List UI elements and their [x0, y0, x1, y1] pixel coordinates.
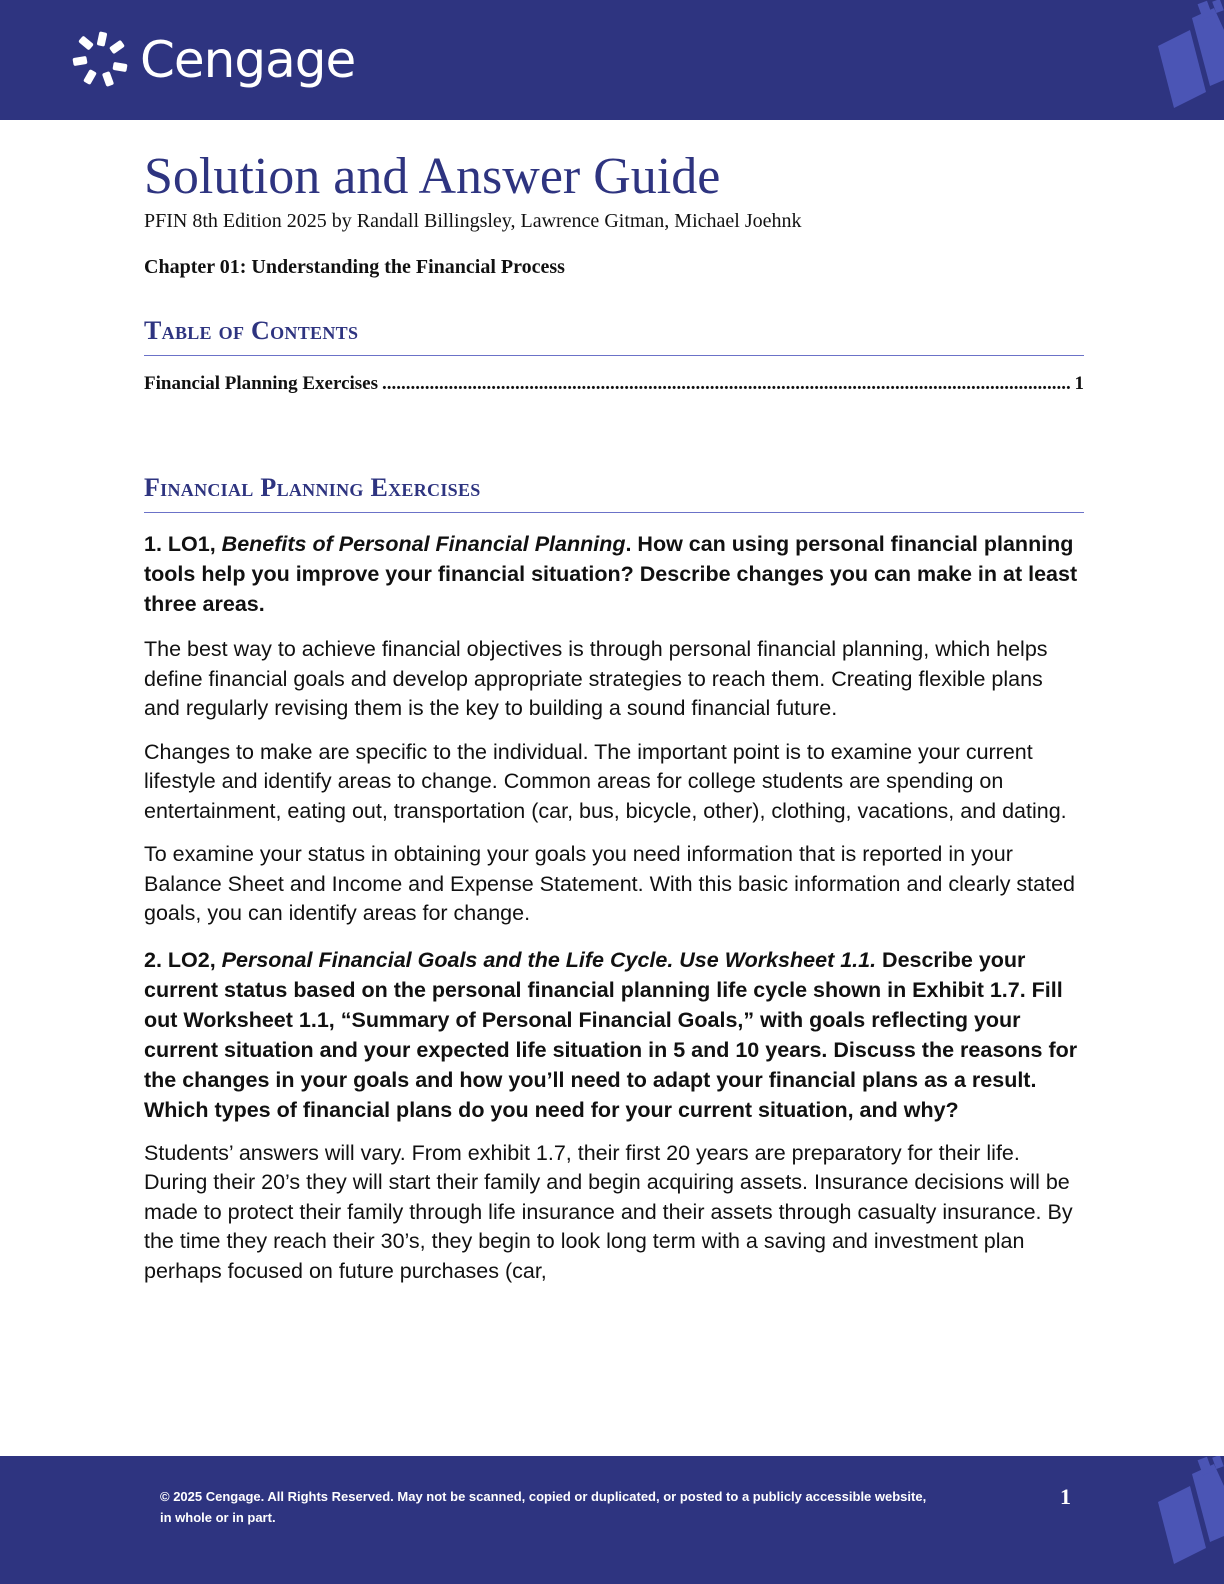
footer-corner-decoration-icon [1144, 1456, 1224, 1576]
exercise-2-question [144, 945, 1084, 1125]
section-heading: Financial Planning Exercises [144, 470, 1084, 513]
exercise-1-number: 1. LO1, [144, 532, 222, 556]
page-content [144, 145, 1084, 1286]
toc-entry[interactable] [144, 372, 1084, 396]
exercise-1-question [144, 529, 1084, 619]
toc-entry-label[interactable]: Financial Planning Exercises [144, 373, 379, 394]
toc-entry-page: 1 [1074, 373, 1084, 394]
chapter-title: Chapter 01: Understanding the Financial Process [144, 256, 565, 278]
header-band [0, 0, 1224, 120]
corner-decoration-icon [1144, 0, 1224, 120]
cengage-logo [72, 30, 355, 90]
page-number: 1 [1060, 1484, 1071, 1509]
brand-name: Cengage [140, 31, 356, 89]
exercise-1-prompt: . How can using personal financial planning tools help you improve your financial situation? Describe changes you can make in at least three areas. [144, 532, 1078, 616]
document-title: Solution and Answer Guide [144, 148, 721, 205]
exercise-2-topic: Personal Financial Goals and the Life Cycle. Use Worksheet 1.1. [221, 947, 877, 972]
toc-heading: Table of Contents [144, 313, 1084, 356]
toc-leader-dots [382, 372, 1070, 396]
exercise-1-answer-1: The best way to achieve financial objectives is through personal financial planning, which helps define financial goals and develop appropriate strategies to reach them. Creating flexible plans and regularly revising them is the key to building a sound financial future. [144, 637, 1048, 720]
exercise-2-answer-1: Students’ answers will vary. From exhibit 1.7, their first 20 years are preparatory for their life. During their 20’s they will start their family and begin acquiring assets. Insurance decisions will be made to protect their family through life insurance and their assets through casualty insurance. By the time they reach their 30’s, they begin to look long term with a saving and investment plan perhaps focused on future purchases (car, [144, 1140, 1073, 1283]
document-subtitle: PFIN 8th Edition 2025 by Randall Billingsley, Lawrence Gitman, Michael Joehnk [144, 210, 802, 232]
copyright-notice: © 2025 Cengage. All Rights Reserved. May not be scanned, copied or duplicated, or posted to a publicly accessible website, in whole or in part. [160, 1489, 927, 1525]
cengage-mark-icon [72, 30, 134, 90]
exercise-2-number: 2. LO2, [144, 947, 222, 972]
exercise-2-prompt: Describe your current status based on the personal financial planning life cycle shown in Exhibit 1.7. Fill out Worksheet 1.1, “Summary of Personal Financial Goals,” with goals reflecting your current situation and your expected life situation in 5 and 10 years. Discuss the reasons for the changes in your goals and how you’ll need to adapt your financial plans as a result. Which types of financial plans do you need for your current situation, and why? [144, 947, 1078, 1122]
exercise-1-answer-2: Changes to make are specific to the individual. The important point is to examine your current lifestyle and identify areas to change. Common areas for college students are spending on entertainment, eating out, transportation (car, bus, bicycle, other), clothing, vacations, and dating. [144, 739, 1067, 823]
exercise-1-topic: Benefits of Personal Financial Planning [221, 532, 626, 556]
footer-band [0, 1456, 1224, 1584]
exercise-1-answer-3: To examine your status in obtaining your goals you need information that is reported in your Balance Sheet and Income and Expense Statement. With this basic information and clearly stated goals, you can identify areas for change. [144, 842, 1075, 925]
